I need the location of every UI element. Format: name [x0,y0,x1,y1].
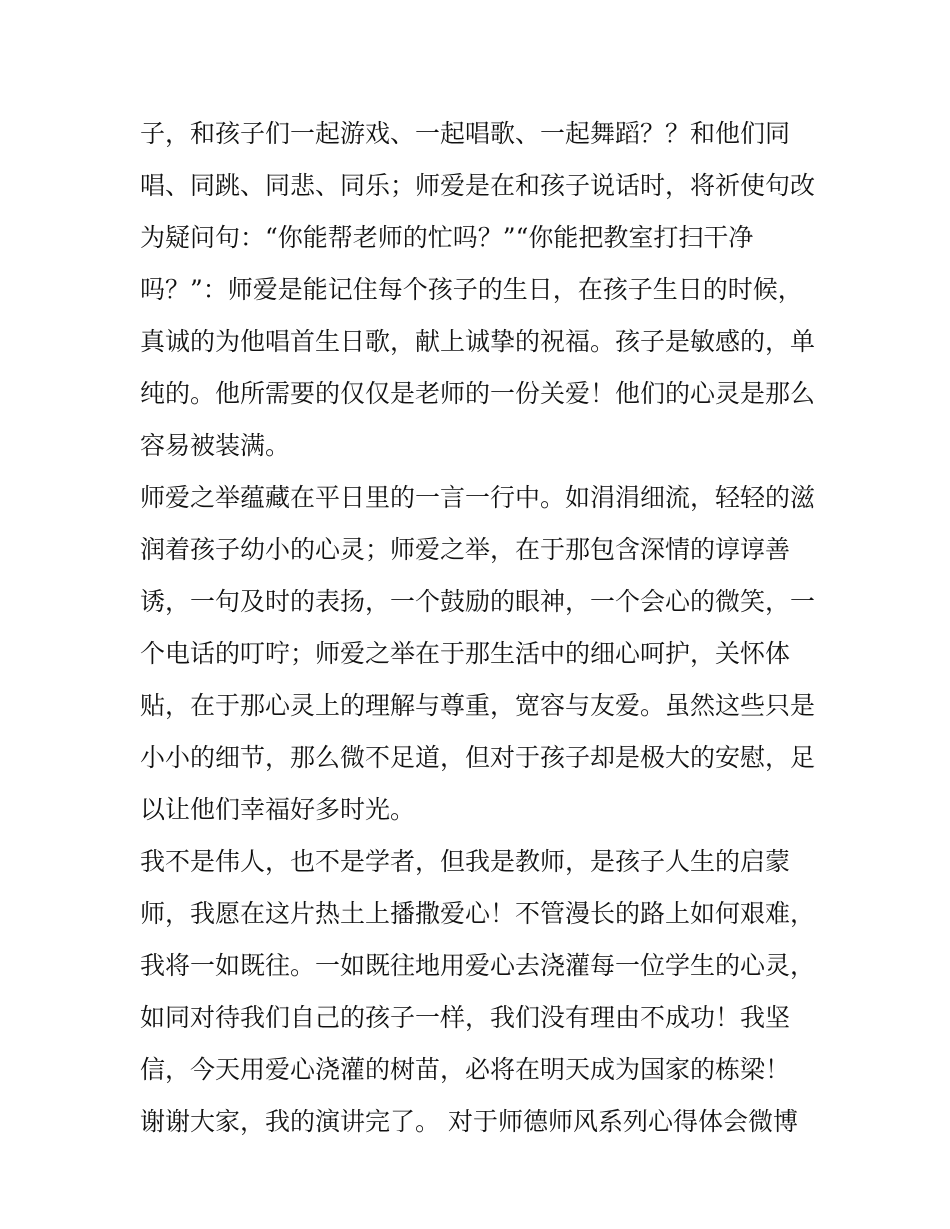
text-line: 容易被装满。 [140,431,291,460]
body-text [140,108,830,1148]
text-line: 真诚的为他唱首生日歌，献上诚挚的祝福。孩子是敏感的，单 [140,327,816,356]
text-line: 师，我愿在这片热土上播撒爱心！不管漫长的路上如何艰难， [140,899,816,928]
text-line: 诱，一句及时的表扬，一个鼓励的眼神，一个会心的微笑，一 [140,587,816,616]
text-line: 吗？”：师爱是能记住每个孩子的生日，在孩子生日的时候， [140,275,803,304]
text-line: 师爱之举蕴藏在平日里的一言一行中。如涓涓细流，轻轻的滋 [140,483,816,512]
text-line: 小小的细节，那么微不足道，但对于孩子却是极大的安慰，足 [140,743,816,772]
text-line: 我将一如既往。一如既往地用爱心去浇灌每一位学生的心灵， [140,951,816,980]
text-line: 子，和孩子们一起游戏、一起唱歌、一起舞蹈？？和他们同 [140,119,791,148]
text-line: 贴，在于那心灵上的理解与尊重，宽容与友爱。虽然这些只是 [140,691,816,720]
text-line: 为疑问句：“你能帮老师的忙吗？”“你能把教室打扫干净 [140,223,754,252]
text-line: 唱、同跳、同悲、同乐；师爱是在和孩子说话时，将祈使句改 [140,171,816,200]
text-line: 个电话的叮咛；师爱之举在于那生活中的细心呵护，关怀体 [140,639,791,668]
text-line: 谢谢大家，我的演讲完了。 对于师德师风系列心得体会微博 [140,1107,798,1136]
text-line: 我不是伟人，也不是学者，但我是教师，是孩子人生的启蒙 [140,847,791,876]
text-line: 信，今天用爱心浇灌的树苗，必将在明天成为国家的栋梁！ [140,1055,791,1084]
text-line: 润着孩子幼小的心灵；师爱之举，在于那包含深情的谆谆善 [140,535,791,564]
text-line: 纯的。他所需要的仅仅是老师的一份关爱！他们的心灵是那么 [140,379,816,408]
text-line: 以让他们幸福好多时光。 [140,795,416,824]
text-line: 如同对待我们自己的孩子一样，我们没有理由不成功！我坚 [140,1003,791,1032]
